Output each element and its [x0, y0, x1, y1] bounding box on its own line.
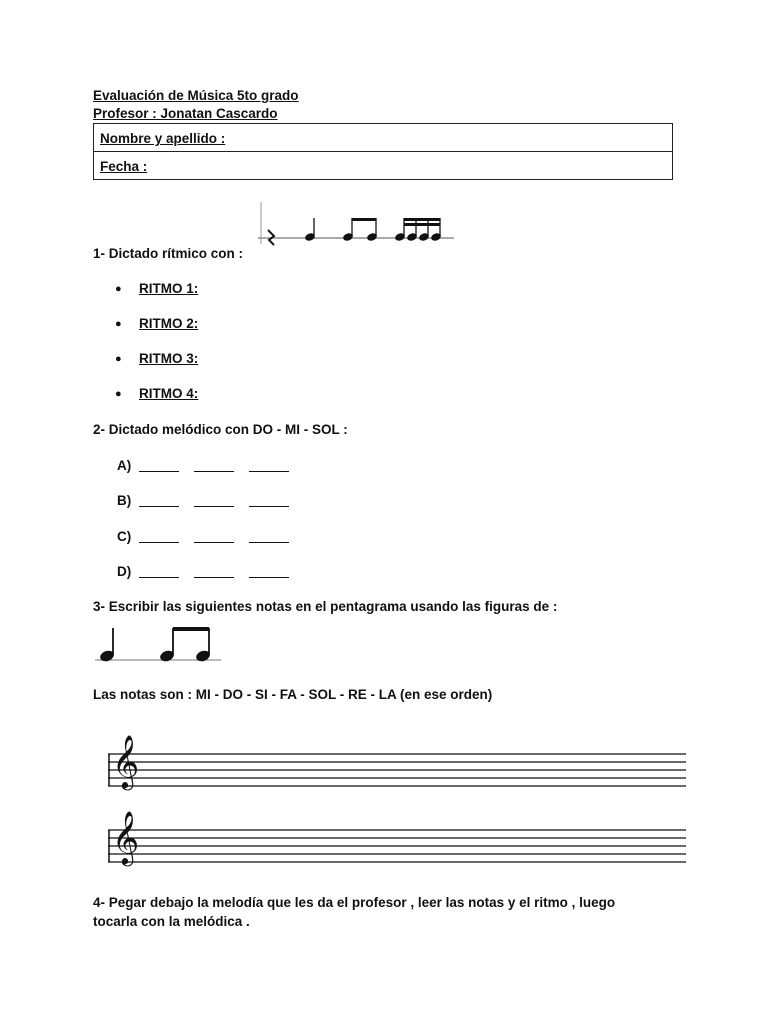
question-4-line-1: 4- Pegar debajo la melodía que les da el profesor , leer las notas y el ritmo , luego	[93, 895, 616, 910]
staff-1[interactable]	[108, 734, 686, 792]
notes-list-text: Las notas son : MI - DO - SI - FA - SOL - RE - LA (en ese orden)	[93, 687, 493, 702]
treble-clef-icon: 𝄞	[112, 810, 140, 864]
rhythm-item-2: RITMO 2:	[139, 316, 199, 331]
question-4-line-2: tocarla con la melódica .	[93, 914, 250, 929]
student-info-table	[93, 123, 673, 180]
rhythm-item-4: RITMO 4:	[139, 386, 199, 401]
option-c-label: C)	[117, 529, 132, 544]
bullet-icon: ●	[115, 283, 122, 295]
option-d-label: D)	[117, 564, 132, 579]
bullet-icon: ●	[115, 318, 122, 330]
option-b-label: B)	[117, 493, 132, 508]
name-label: Nombre y apellido :	[100, 131, 226, 146]
date-row[interactable]	[94, 152, 672, 180]
question-3-text: 3- Escribir las siguientes notas en el pentagrama usando las figuras de :	[93, 599, 558, 614]
option-b-blanks[interactable]	[139, 494, 304, 512]
rhythm-item-1: RITMO 1:	[139, 281, 199, 296]
option-a-label: A)	[117, 458, 132, 473]
option-d-blanks[interactable]	[139, 565, 304, 583]
bullet-icon: ●	[115, 388, 122, 400]
option-a-blanks[interactable]	[139, 459, 304, 477]
rhythm-item-3: RITMO 3:	[139, 351, 199, 366]
rhythm-figures-image	[258, 198, 458, 248]
note-figures-image	[93, 622, 223, 664]
option-c-blanks[interactable]	[139, 530, 304, 548]
bullet-icon: ●	[115, 353, 122, 365]
date-label: Fecha :	[100, 159, 148, 174]
staff-2[interactable]	[108, 810, 686, 868]
treble-clef-icon: 𝄞	[112, 734, 140, 788]
name-row[interactable]	[94, 124, 672, 152]
page-title: Evaluación de Música 5to grado	[93, 88, 299, 103]
question-2-text: 2- Dictado melódico con DO - MI - SOL :	[93, 422, 348, 437]
question-1-text: 1- Dictado rítmico con :	[93, 246, 244, 261]
teacher-name: Profesor : Jonatan Cascardo	[93, 106, 278, 121]
